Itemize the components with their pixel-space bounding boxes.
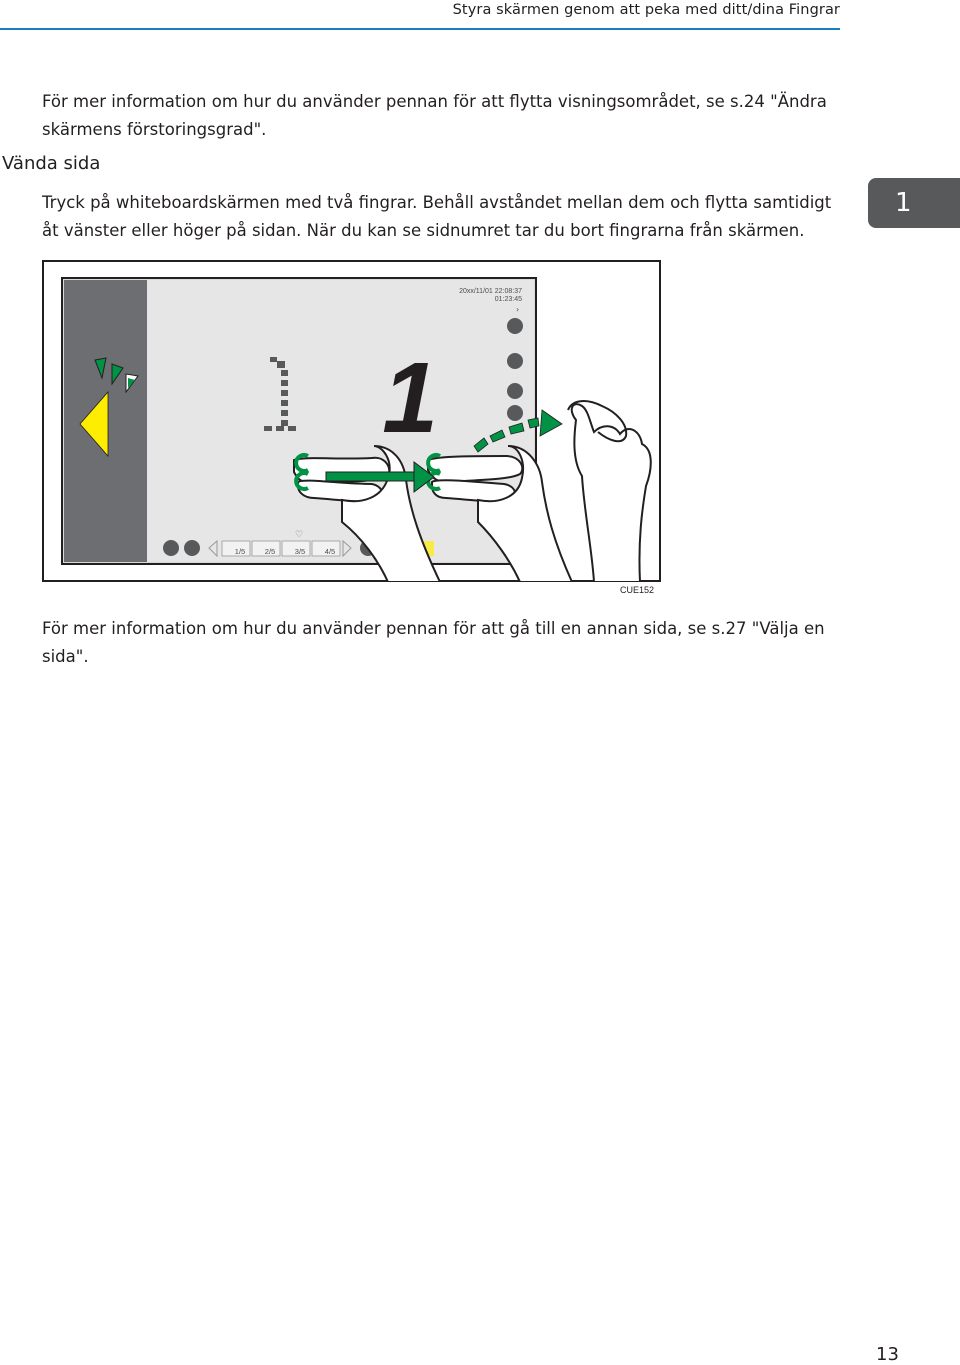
bottom-button-2[interactable]: [184, 540, 200, 556]
screen-elapsed-time: 01:23:45: [494, 296, 522, 303]
toolbar-button-3[interactable]: [507, 383, 523, 399]
section-heading: Vända sida: [2, 153, 101, 174]
section-instruction: Tryck på whiteboardskärmen med två fingrar. Behåll avståndet mellan dem och flytta samtidigt åt vänster eller höger på sidan. När du kan se sidnumret tar du bort fingrarna från skärmen.: [42, 193, 832, 240]
chapter-tab-number: 1: [895, 188, 912, 218]
toolbar-button-2[interactable]: [507, 353, 523, 369]
illustration-svg: [42, 260, 661, 582]
page-turn-illustration: [42, 260, 661, 582]
page-thumbnail-4-label: 4/5: [324, 547, 336, 556]
screen-timestamp: 20xx/11/01 22:08:37: [459, 288, 522, 295]
header-rule: [0, 28, 840, 30]
page-thumbnail-2-label: 2/5: [264, 547, 276, 556]
page-thumbnail-3-label: 3/5: [294, 547, 306, 556]
paragraph-select-page-reference: För mer information om hur du använder pennan för att gå till en annan sida, se s.27 "Välja en sida".: [42, 619, 825, 666]
heart-icon: ♡: [294, 530, 304, 540]
hand-right-index-finger: [428, 456, 522, 482]
chevron-right-icon[interactable]: ›: [516, 305, 520, 314]
toolbar-button-1[interactable]: [507, 318, 523, 334]
running-header: Styra skärmen genom att peka med ditt/dina Fingrar: [452, 2, 840, 18]
bottom-button-1[interactable]: [163, 540, 179, 556]
page-thumbnail-1-label: 1/5: [234, 547, 246, 556]
current-page-numeral: 1: [382, 342, 438, 454]
swipe-direction-arrow-shaft: [326, 472, 416, 481]
paragraph-zoom-reference: För mer information om hur du använder pennan för att flytta visningsområdet, se s.24 "Ändra skärmens förstoringsgrad".: [42, 92, 827, 139]
whiteboard-area: [147, 280, 534, 562]
page-number: 13: [876, 1344, 899, 1365]
toolbar-button-4[interactable]: [507, 405, 523, 421]
figure-code: CUE152: [620, 585, 655, 595]
chapter-tab: [868, 178, 960, 228]
